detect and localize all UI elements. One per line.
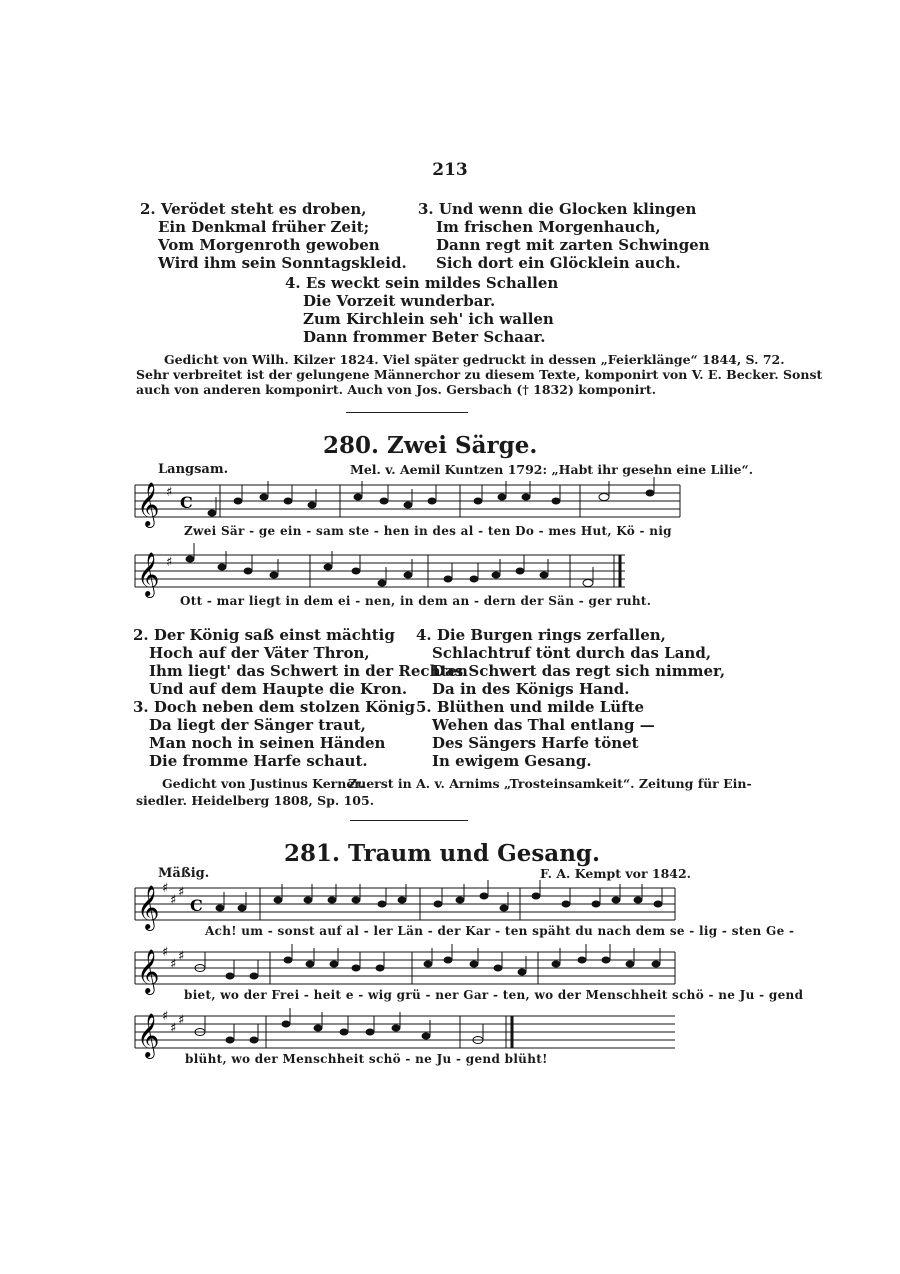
stanza-line: Da liegt der Sänger traut, bbox=[149, 716, 366, 734]
section-divider bbox=[350, 820, 468, 821]
stanza-line: 4. Die Burgen rings zerfallen, bbox=[416, 626, 666, 644]
svg-text:𝄞: 𝄞 bbox=[137, 552, 160, 596]
svg-text:♯: ♯ bbox=[178, 885, 185, 900]
stanza-line: Hoch auf der Väter Thron, bbox=[149, 644, 370, 662]
lyrics-281-1: Ach! um - sonst auf al - ler Län - der Kar - ten späht du nach dem se - lig - sten Ge - bbox=[205, 924, 795, 938]
section-divider bbox=[346, 412, 468, 413]
lyrics-281-2: biet, wo der Frei - heit e - wig grü - ner Gar - ten, wo der Menschheit schö - ne Ju - gend bbox=[184, 988, 804, 1002]
svg-text:♯: ♯ bbox=[170, 1021, 177, 1036]
stanza-line: Wird ihm sein Sonntagskleid. bbox=[158, 254, 407, 272]
stanza-line: Schlachtruf tönt durch das Land, bbox=[432, 644, 712, 662]
stanza-line: Sich dort ein Glöcklein auch. bbox=[436, 254, 681, 272]
stanza-line: Vom Morgenroth gewoben bbox=[158, 236, 380, 254]
stanza-279-3 bbox=[418, 200, 710, 272]
stanza-line: Dann regt mit zarten Schwingen bbox=[436, 236, 710, 254]
svg-text:𝄞: 𝄞 bbox=[137, 949, 160, 993]
music-staff-280-1 bbox=[130, 475, 690, 531]
stanza-line: Das Schwert das regt sich nimmer, bbox=[432, 662, 726, 680]
svg-text:C: C bbox=[180, 493, 193, 512]
stanza-line: Ihm liegt' das Schwert in der Rechten bbox=[149, 662, 468, 680]
svg-text:♯: ♯ bbox=[178, 1013, 185, 1028]
svg-text:♯: ♯ bbox=[162, 881, 169, 896]
svg-text:♯: ♯ bbox=[162, 945, 169, 960]
stanza-line: Da in des Königs Hand. bbox=[432, 680, 630, 698]
stanza-line: 3. Doch neben dem stolzen König bbox=[133, 698, 415, 716]
tempo-mark-280: Langsam. bbox=[158, 462, 229, 477]
page-number: 213 bbox=[432, 160, 468, 180]
svg-text:𝄞: 𝄞 bbox=[137, 482, 160, 526]
stanza-line: 5. Blüthen und milde Lüfte bbox=[416, 698, 645, 716]
stanza-line: Man noch in seinen Händen bbox=[149, 734, 386, 752]
stanza-line: In ewigem Gesang. bbox=[432, 752, 592, 770]
composer-credit-281: F. A. Kempt vor 1842. bbox=[540, 866, 692, 881]
stanza-line: Die fromme Harfe schaut. bbox=[149, 752, 368, 770]
stanza-280-3 bbox=[133, 698, 415, 770]
stanza-line: Zum Kirchlein seh' ich wallen bbox=[303, 310, 554, 328]
stanza-280-4 bbox=[416, 626, 725, 698]
stanza-line: Ein Denkmal früher Zeit; bbox=[158, 218, 370, 236]
stanza-line: Die Vorzeit wunderbar. bbox=[303, 292, 496, 310]
tempo-mark-281: Mäßig. bbox=[158, 866, 210, 881]
melody-credit-280: Mel. v. Aemil Kuntzen 1792: „Habt ihr gesehn eine Lilie“. bbox=[350, 462, 754, 477]
lyrics-281-3: blüht, wo der Menschheit schö - ne Ju - gend blüht! bbox=[185, 1052, 548, 1066]
svg-text:♯: ♯ bbox=[178, 949, 185, 964]
music-staff-280-2 bbox=[130, 545, 690, 601]
source-note-280-a: Gedicht von Justinus Kerner. bbox=[162, 776, 365, 791]
stanza-280-5 bbox=[416, 698, 655, 770]
lyrics-280-1: Zwei Sär - ge ein - sam ste - hen in des al - ten Do - mes Hut, Kö - nig bbox=[184, 524, 672, 538]
stanza-line: Dann frommer Beter Schaar. bbox=[303, 328, 546, 346]
svg-text:♯: ♯ bbox=[166, 555, 173, 570]
svg-text:♯: ♯ bbox=[170, 893, 177, 908]
stanza-line: 2. Verödet steht es droben, bbox=[140, 200, 367, 218]
note-line: Sehr verbreitet ist der gelungene Männerchor zu diesem Texte, komponirt von V. E. Becker. Sonst bbox=[136, 367, 823, 382]
source-note-280-c: siedler. Heidelberg 1808, Sp. 105. bbox=[136, 793, 375, 808]
note-line: auch von anderen komponirt. Auch von Jos. Gersbach († 1832) komponirt. bbox=[136, 382, 657, 397]
stanza-line: 2. Der König saß einst mächtig bbox=[133, 626, 395, 644]
song-title-281: 281. Traum und Gesang. bbox=[284, 840, 601, 867]
stanza-line: Des Sängers Harfe tönet bbox=[432, 734, 639, 752]
source-note-280-b: Zuerst in A. v. Arnims „Trosteinsamkeit“. Zeitung für Ein- bbox=[348, 776, 752, 791]
svg-text:𝄞: 𝄞 bbox=[137, 1013, 160, 1057]
stanza-line: 3. Und wenn die Glocken klingen bbox=[418, 200, 697, 218]
lyrics-280-2: Ott - mar liegt in dem ei - nen, in dem an - dern der Sän - ger ruht. bbox=[180, 594, 652, 608]
svg-text:C: C bbox=[190, 896, 203, 915]
source-note-279 bbox=[136, 352, 822, 397]
note-line: Gedicht von Wilh. Kilzer 1824. Viel später gedruckt in dessen „Feierklänge“ 1844, S. 72. bbox=[164, 352, 785, 367]
stanza-line: 4. Es weckt sein mildes Schallen bbox=[285, 274, 559, 292]
stanza-line: Im frischen Morgenhauch, bbox=[436, 218, 661, 236]
song-title-280: 280. Zwei Särge. bbox=[323, 432, 538, 459]
svg-text:♯: ♯ bbox=[162, 1009, 169, 1024]
svg-text:♯: ♯ bbox=[170, 957, 177, 972]
stanza-279-2 bbox=[140, 200, 407, 272]
stanza-line: Und auf dem Haupte die Kron. bbox=[149, 680, 408, 698]
svg-text:𝄞: 𝄞 bbox=[137, 885, 160, 929]
svg-text:♯: ♯ bbox=[166, 485, 173, 500]
stanza-line: Wehen das Thal entlang — bbox=[432, 716, 655, 734]
stanza-279-4 bbox=[285, 274, 558, 346]
